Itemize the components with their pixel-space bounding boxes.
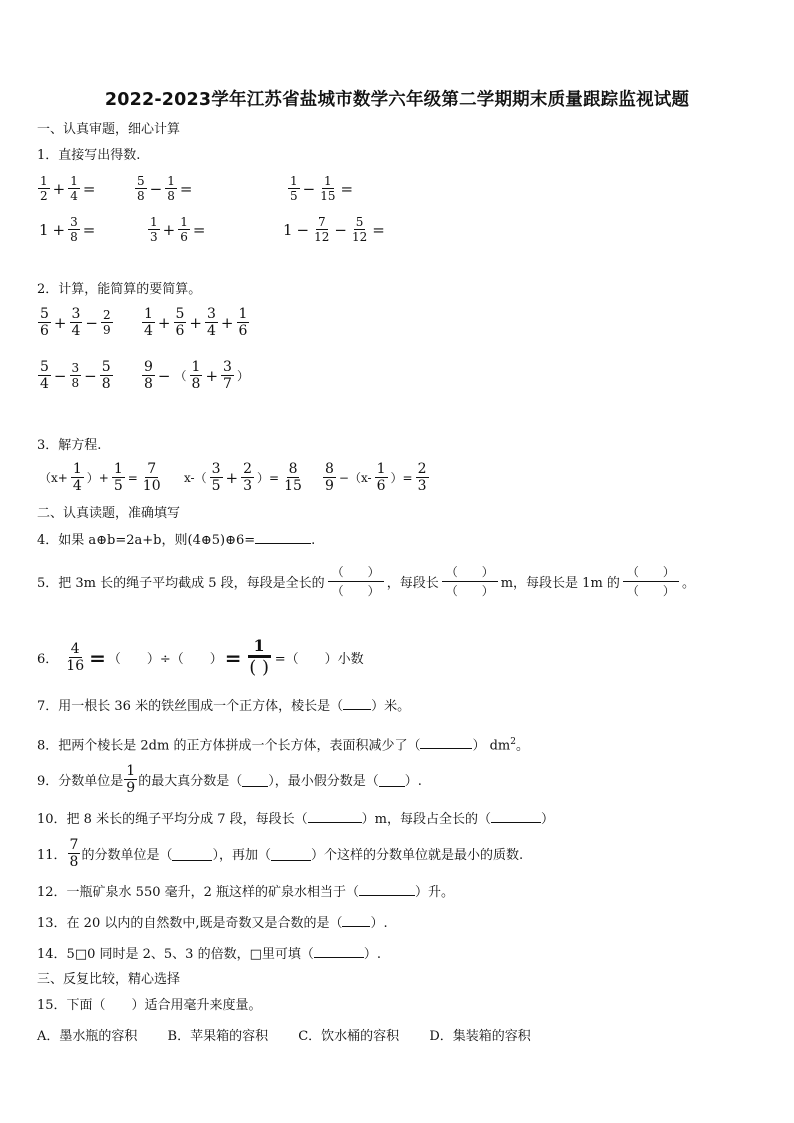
question-11: 11． $\frac{7}{8}$ 的分数单位是（ ），再加（ ）个这样的分数单位就是最小的质数. <box>37 837 524 870</box>
answer-blank[interactable] <box>359 882 415 896</box>
question-8: 8．把两个棱长是 2dm 的正方体拼成一个长方体，表面积减少了（ ） $dm^2$。 <box>37 737 530 754</box>
fraction: $\frac{3}{8}$ <box>70 215 78 244</box>
fraction: $\frac{5}{12}$ <box>351 215 368 244</box>
question-12: 12．一瓶矿泉水 550 毫升，2 瓶这样的矿泉水相当于（ ）升。 <box>37 882 454 903</box>
fraction: $\frac{1}{2}$ <box>40 174 48 203</box>
question-7: 7．用一根长 36 米的铁丝围成一个正方体，棱长是（ ）米。 <box>37 696 410 717</box>
question-10: 10．把 8 米长的绳子平均分成 7 段，每段长（ ）m，每段占全长的（ ） <box>37 809 554 830</box>
answer-blank-fraction[interactable]: $\frac{( )}{( )}$ <box>623 566 679 597</box>
answer-blank[interactable] <box>271 847 311 861</box>
section-heading-3: 三、反复比较，精心选择 <box>37 972 181 987</box>
fraction: $\frac{1}{4}$ <box>70 174 78 203</box>
answer-blank[interactable] <box>308 809 362 823</box>
question-15-options <box>37 1027 531 1047</box>
fraction: $\frac{1}{6}$ <box>180 215 188 244</box>
option-d[interactable]: D．集装箱的容积 <box>429 1029 531 1044</box>
q1-expr-2: $\frac{5}{8}$ − $\frac{1}{8}$ = <box>137 174 193 203</box>
answer-blank[interactable] <box>491 809 541 823</box>
section-heading-1: 一、认真审题，细心计算 <box>37 122 181 137</box>
fraction: $\frac{1}{3}$ <box>150 215 158 244</box>
option-c[interactable]: C．饮水桶的容积 <box>298 1029 400 1044</box>
answer-blank[interactable] <box>342 913 370 927</box>
answer-blank[interactable] <box>172 847 212 861</box>
section-heading-2: 二、认真读题，准确填写 <box>37 506 181 521</box>
q1-expr-4: 1 + $\frac{3}{8}$ = <box>39 215 96 244</box>
q3-equation-2: x-（ $\frac{3}{5}$ + $\frac{2}{3}$ ）= $\frac{8}{15}$ <box>184 461 302 494</box>
question-13: 13．在 20 以内的自然数中,既是奇数又是合数的是（ ）. <box>37 913 388 934</box>
question-3-label: 3．解方程. <box>37 438 102 453</box>
answer-blank[interactable] <box>255 530 311 544</box>
fraction: $\frac{1}{15}$ <box>320 174 336 203</box>
answer-blank[interactable] <box>242 773 268 787</box>
fraction: $\frac{7}{12}$ <box>314 215 330 244</box>
option-a[interactable]: A．墨水瓶的容积 <box>37 1029 138 1044</box>
question-2-label: 2．计算，能简算的要简算。 <box>37 282 202 297</box>
question-4: 4．如果 a⊕b=2a+b，则(4⊕5)⊕6= . <box>37 530 315 551</box>
fraction: $\frac{5}{8}$ <box>137 174 145 203</box>
fraction: $\frac{1}{8}$ <box>167 174 175 203</box>
question-6: 6． $\frac{4}{16}$ = （ ）÷（ ） = 1 ( ) =（ ）小数 <box>37 636 364 678</box>
option-b[interactable]: B．苹果箱的容积 <box>167 1029 269 1044</box>
page-title: 2022-2023学年江苏省盐城市数学六年级第二学期期末质量跟踪监视试题 <box>104 90 690 110</box>
answer-blank[interactable] <box>420 735 472 749</box>
question-14: 14．5□0 同时是 2、5、3 的倍数，□里可填（ ）. <box>37 944 381 965</box>
answer-blank-fraction[interactable]: $\frac{( )}{( )}$ <box>328 566 384 597</box>
q1-expr-3: $\frac{1}{5}$ − $\frac{1}{15}$ = <box>290 174 354 203</box>
answer-blank[interactable]: =（ ）小数 <box>274 652 364 667</box>
question-15: 15．下面（ ）适合用毫升来度量。 <box>37 998 262 1013</box>
q2-expr-2: $\frac{1}{4}$ + $\frac{5}{6}$ + $\frac{3}{4}$ + $\frac{1}{6}$ <box>144 306 248 339</box>
q2-expr-1: $\frac{5}{6}$ + $\frac{3}{4}$ − $\frac{2}{9}$ <box>40 306 111 339</box>
answer-blank[interactable]: （ ）÷（ ） <box>107 652 223 667</box>
q1-expr-5: $\frac{1}{3}$ + $\frac{1}{6}$ = <box>150 215 206 244</box>
q3-equation-3: $\frac{8}{9}$ −（x- $\frac{1}{6}$ ）= $\frac{2}{3}$ <box>325 461 427 494</box>
question-9: 9．分数单位是 $\frac{1}{9}$ 的最大真分数是（ ），最小假分数是（ ）. <box>37 763 422 796</box>
answer-blank-fraction[interactable]: $\frac{( )}{( )}$ <box>442 566 498 597</box>
question-1-label: 1．直接写出得数. <box>37 148 141 163</box>
question-5: 5．把 3m 长的绳子平均截成 5 段，每段是全长的 $\frac{( )}{( )}$ ，每段长 $\frac{( )}{( )}$ m，每段长是 1m 的 $\frac{( )}{( )}$ 。 <box>37 565 695 598</box>
answer-blank[interactable] <box>379 773 405 787</box>
q3-equation-1: （x+ $\frac{1}{4}$ ）+ $\frac{1}{5}$ = $\frac{7}{10}$ <box>39 461 161 494</box>
q1-expr-1: $\frac{1}{2}$ + $\frac{1}{4}$ = <box>40 174 96 203</box>
q2-expr-4: $\frac{9}{8}$ − （ $\frac{1}{8}$ + $\frac{3}{7}$ ） <box>144 359 249 392</box>
answer-blank[interactable] <box>314 944 364 958</box>
fraction: $\frac{1}{5}$ <box>290 174 298 203</box>
q2-expr-3: $\frac{5}{4}$ − $\frac{3}{8}$ − $\frac{5}{8}$ <box>40 359 111 392</box>
answer-blank[interactable] <box>343 696 371 710</box>
q1-expr-6: 1 − $\frac{7}{12}$ − $\frac{5}{12}$ = <box>283 215 385 244</box>
big-fraction: 1 ( ) <box>249 636 269 678</box>
